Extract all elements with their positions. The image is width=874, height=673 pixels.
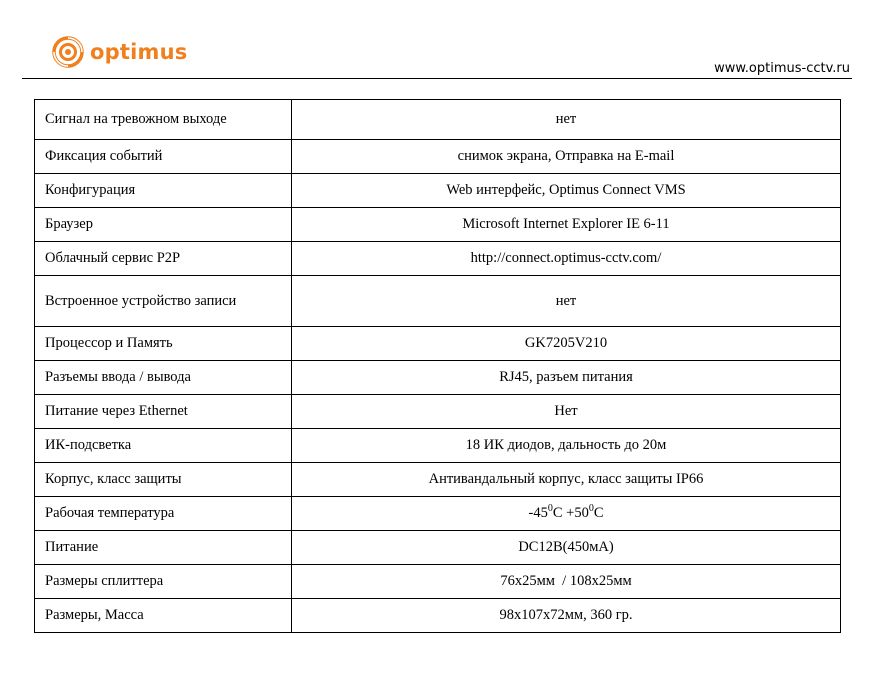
spec-value: 98x107x72мм, 360 гр. — [292, 599, 841, 633]
logo-text: optimus — [90, 39, 188, 64]
spec-value: 18 ИК диодов, дальность до 20м — [292, 429, 841, 463]
table-row — [35, 208, 841, 242]
spec-key: Размеры, Масса — [35, 599, 292, 633]
optimus-logo[interactable] — [52, 36, 187, 68]
table-row — [35, 361, 841, 395]
table-row — [35, 395, 841, 429]
table-row — [35, 497, 841, 531]
degree-superscript: 0 — [547, 503, 553, 515]
spec-key: Рабочая температура — [35, 497, 292, 531]
spec-key: Процессор и Память — [35, 327, 292, 361]
spec-key: Встроенное устройство записи — [35, 276, 292, 327]
degree-superscript: 0 — [588, 503, 594, 515]
optimus-logo-icon — [52, 36, 84, 68]
temp-min: -45 — [528, 505, 548, 521]
spec-key: Конфигурация — [35, 174, 292, 208]
spec-key: Корпус, класс защиты — [35, 463, 292, 497]
spec-value: снимок экрана, Отправка на E-mail — [292, 140, 841, 174]
spec-key: Разъемы ввода / вывода — [35, 361, 292, 395]
spec-value-temperature — [292, 497, 841, 531]
table-row — [35, 276, 841, 327]
table-row — [35, 140, 841, 174]
spec-key: ИК-подсветка — [35, 429, 292, 463]
specifications-table — [34, 99, 841, 633]
header-divider — [22, 78, 852, 79]
spec-value: Антивандальный корпус, класс защиты IP66 — [292, 463, 841, 497]
spec-value: нет — [292, 276, 841, 327]
spec-value: Microsoft Internet Explorer IE 6-11 — [292, 208, 841, 242]
spec-key: Размеры сплиттера — [35, 565, 292, 599]
table-row — [35, 174, 841, 208]
table-row — [35, 242, 841, 276]
spec-value: GK7205V210 — [292, 327, 841, 361]
site-url-link[interactable]: www.optimus-cctv.ru — [714, 61, 850, 76]
spec-key: Браузер — [35, 208, 292, 242]
table-row — [35, 429, 841, 463]
spec-key: Облачный сервис P2P — [35, 242, 292, 276]
table-row — [35, 100, 841, 140]
spec-key: Питание — [35, 531, 292, 565]
spec-key: Питание через Ethernet — [35, 395, 292, 429]
spec-value: RJ45, разъем питания — [292, 361, 841, 395]
spec-value: DC12В(450мА) — [292, 531, 841, 565]
table-row — [35, 531, 841, 565]
spec-key: Сигнал на тревожном выходе — [35, 100, 292, 140]
spec-value: http://connect.optimus-cctv.com/ — [292, 242, 841, 276]
table-row — [35, 599, 841, 633]
table-row — [35, 327, 841, 361]
temp-unit: C — [593, 505, 604, 521]
spec-value: Web интерфейс, Optimus Connect VMS — [292, 174, 841, 208]
page-header — [0, 0, 874, 80]
table-row — [35, 463, 841, 497]
temp-max: C +50 — [552, 505, 589, 521]
table-row — [35, 565, 841, 599]
spec-value: нет — [292, 100, 841, 140]
spec-key: Фиксация событий — [35, 140, 292, 174]
spec-value: 76x25мм / 108x25мм — [292, 565, 841, 599]
spec-value: Нет — [292, 395, 841, 429]
